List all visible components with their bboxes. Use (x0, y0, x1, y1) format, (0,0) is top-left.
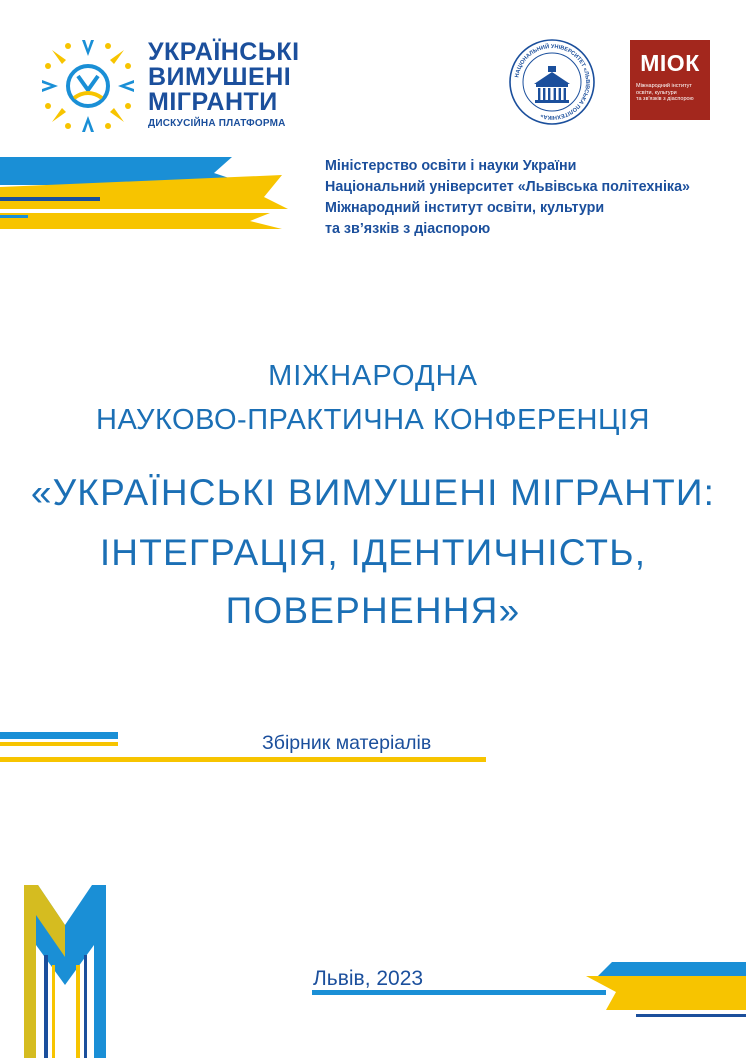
platform-name-line-3: МІГРАНТИ (148, 88, 278, 116)
miok-logo (630, 40, 710, 120)
miok-subtitle-line-3: та зв'язків з діаспорою (636, 96, 694, 102)
platform-subtitle: ДИСКУСІЙНА ПЛАТФОРМА (148, 118, 286, 129)
conference-theme-line-1: «УКРАЇНСЬКІ ВИМУШЕНІ МІГРАНТИ: (30, 472, 716, 513)
miok-title: МІОК (640, 50, 700, 76)
org-university: Національний університет «Львівська політехніка» (325, 179, 690, 195)
conference-theme-line-3: ПОВЕРНЕННЯ» (225, 590, 521, 631)
miok-subtitle-line-1: Міжнародний інститут (636, 83, 692, 89)
collection-stripe-blue (0, 732, 118, 739)
city-year: Львів, 2023 (313, 967, 424, 990)
collection-underline (0, 757, 486, 762)
university-seal-icon (508, 38, 596, 126)
miok-subtitle-line-2: освіти, культури (636, 89, 677, 96)
organizations-block (325, 156, 735, 240)
monogram-m-icon (24, 885, 106, 1058)
city-year-underline (312, 990, 606, 995)
conference-type-line-1: МІЖНАРОДНА (268, 360, 478, 392)
conference-theme-line-2: ІНТЕГРАЦІЯ, ІДЕНТИЧНІСТЬ, (99, 532, 647, 573)
org-institute-line-2: та зв’язків з діаспорою (325, 221, 491, 237)
platform-name-line-2: ВИМУШЕНІ (148, 63, 292, 91)
org-institute-line-1: Міжнародний інститут освіти, культури (325, 200, 605, 216)
bottom-ribbon-decoration (586, 960, 746, 1022)
platform-name (148, 40, 348, 129)
collection-label: Збірник матеріалів (262, 732, 432, 754)
top-ribbon-decoration (0, 155, 290, 235)
platform-logo-icon (38, 36, 138, 136)
conference-type-line-2: НАУКОВО-ПРАКТИЧНА КОНФЕРЕНЦІЯ (96, 404, 650, 436)
miok-subtitle (636, 83, 706, 103)
seal-ring-text: НАЦІОНАЛЬНИЙ УНІВЕРСИТЕТ «ЛЬВІВСЬКА ПОЛІТЕХНІКА» (514, 43, 591, 121)
platform-name-line-1: УКРАЇНСЬКІ (148, 38, 300, 66)
org-ministry: Міністерство освіти і науки України (325, 158, 577, 174)
collection-stripe-yellow-short (0, 742, 118, 746)
